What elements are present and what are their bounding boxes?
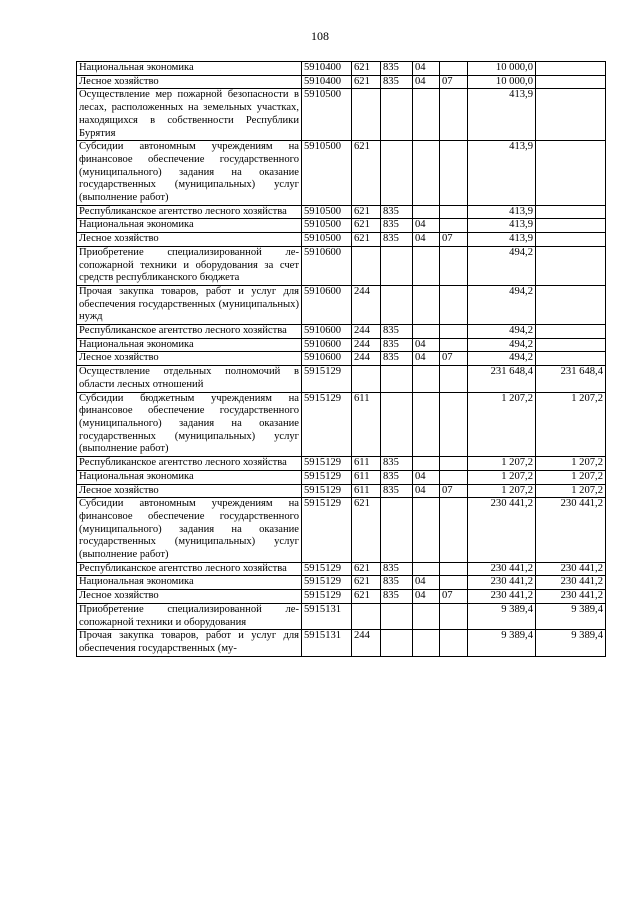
section-cell [413, 457, 440, 471]
expense-type-cell [352, 366, 381, 392]
section-cell: 04 [413, 62, 440, 76]
section-cell [413, 141, 440, 206]
section-cell [413, 603, 440, 629]
budget-manager-cell: 835 [381, 352, 413, 366]
amount-federal-cell: 230 441,2 [536, 498, 606, 563]
table-row [77, 366, 606, 392]
row-name-cell: Прочая закупка товаров, работ и услуг для обеспечения государственных (му- [77, 630, 302, 656]
table-row [77, 233, 606, 247]
subsection-cell [440, 285, 468, 324]
row-name-cell: Осуществление отдельных полномочий в области лесных отношений [77, 366, 302, 392]
table-row [77, 562, 606, 576]
table-row [77, 205, 606, 219]
budget-manager-cell: 835 [381, 562, 413, 576]
section-cell: 04 [413, 233, 440, 247]
amount-federal-cell [536, 62, 606, 76]
budget-manager-cell: 835 [381, 484, 413, 498]
amount-federal-cell [536, 246, 606, 285]
section-cell [413, 498, 440, 563]
amount-federal-cell: 230 441,2 [536, 590, 606, 604]
amount-total-cell: 1 207,2 [468, 470, 536, 484]
expense-type-cell: 621 [352, 576, 381, 590]
target-article-cell: 5910500 [302, 205, 352, 219]
target-article-cell: 5910500 [302, 141, 352, 206]
budget-manager-cell [381, 603, 413, 629]
target-article-cell: 5915129 [302, 498, 352, 563]
expense-type-cell: 621 [352, 498, 381, 563]
section-cell [413, 392, 440, 457]
section-cell [413, 562, 440, 576]
budget-manager-cell [381, 141, 413, 206]
amount-federal-cell: 1 207,2 [536, 470, 606, 484]
expense-type-cell: 611 [352, 470, 381, 484]
subsection-cell [440, 392, 468, 457]
expense-type-cell: 244 [352, 352, 381, 366]
table-row [77, 457, 606, 471]
target-article-cell: 5915129 [302, 576, 352, 590]
section-cell: 04 [413, 352, 440, 366]
amount-total-cell: 230 441,2 [468, 590, 536, 604]
budget-manager-cell: 835 [381, 219, 413, 233]
target-article-cell: 5915129 [302, 457, 352, 471]
budget-manager-cell [381, 89, 413, 141]
target-article-cell: 5910600 [302, 325, 352, 339]
amount-total-cell: 494,2 [468, 285, 536, 324]
subsection-cell [440, 470, 468, 484]
target-article-cell: 5910400 [302, 75, 352, 89]
subsection-cell [440, 576, 468, 590]
budget-manager-cell: 835 [381, 470, 413, 484]
subsection-cell [440, 603, 468, 629]
expense-type-cell [352, 246, 381, 285]
row-name-cell: Лесное хозяйство [77, 484, 302, 498]
table-row [77, 484, 606, 498]
amount-total-cell: 1 207,2 [468, 457, 536, 471]
row-name-cell: Прочая закупка товаров, работ и услуг для обеспечения государственных (муниципальных) нужд [77, 285, 302, 324]
expense-type-cell: 621 [352, 205, 381, 219]
amount-total-cell: 494,2 [468, 352, 536, 366]
table-row [77, 75, 606, 89]
target-article-cell: 5915131 [302, 603, 352, 629]
table-row [77, 498, 606, 563]
row-name-cell: Субсидии бюджетным учреждениям на финансовое обеспечение государственного (муниципального) задания на оказание государственных (муниципальных) услуг (выполнение работ) [77, 392, 302, 457]
amount-federal-cell [536, 285, 606, 324]
amount-total-cell: 231 648,4 [468, 366, 536, 392]
target-article-cell: 5910500 [302, 89, 352, 141]
amount-federal-cell: 230 441,2 [536, 576, 606, 590]
section-cell: 04 [413, 576, 440, 590]
budget-manager-cell: 835 [381, 205, 413, 219]
target-article-cell: 5910400 [302, 62, 352, 76]
subsection-cell [440, 205, 468, 219]
subsection-cell [440, 498, 468, 563]
section-cell: 04 [413, 484, 440, 498]
target-article-cell: 5915129 [302, 366, 352, 392]
budget-table [76, 61, 606, 657]
amount-total-cell: 494,2 [468, 246, 536, 285]
amount-total-cell: 413,9 [468, 233, 536, 247]
row-name-cell: Национальная экономика [77, 219, 302, 233]
table-row [77, 285, 606, 324]
table-row [77, 603, 606, 629]
subsection-cell [440, 630, 468, 656]
amount-total-cell: 230 441,2 [468, 562, 536, 576]
row-name-cell: Национальная экономика [77, 62, 302, 76]
section-cell: 04 [413, 219, 440, 233]
budget-manager-cell: 835 [381, 457, 413, 471]
amount-federal-cell: 9 389,4 [536, 603, 606, 629]
table-row [77, 89, 606, 141]
amount-total-cell: 1 207,2 [468, 392, 536, 457]
table-row [77, 352, 606, 366]
row-name-cell: Субсидии автономным учреждениям на финансовое обеспечение государственного (муниципального) задания на оказание государственных (муниципальных) услуг (выполнение работ) [77, 498, 302, 563]
table-row [77, 325, 606, 339]
table-row [77, 392, 606, 457]
budget-manager-cell [381, 392, 413, 457]
section-cell [413, 285, 440, 324]
amount-total-cell: 1 207,2 [468, 484, 536, 498]
expense-type-cell [352, 89, 381, 141]
section-cell: 04 [413, 590, 440, 604]
amount-total-cell: 413,9 [468, 205, 536, 219]
amount-total-cell: 413,9 [468, 89, 536, 141]
budget-manager-cell: 835 [381, 590, 413, 604]
subsection-cell: 07 [440, 233, 468, 247]
section-cell: 04 [413, 75, 440, 89]
section-cell [413, 205, 440, 219]
budget-manager-cell [381, 246, 413, 285]
subsection-cell: 07 [440, 484, 468, 498]
amount-federal-cell [536, 352, 606, 366]
page-number: 108 [311, 29, 329, 43]
subsection-cell [440, 338, 468, 352]
amount-total-cell: 413,9 [468, 141, 536, 206]
expense-type-cell: 244 [352, 338, 381, 352]
section-cell: 04 [413, 338, 440, 352]
budget-manager-cell [381, 285, 413, 324]
target-article-cell: 5910600 [302, 352, 352, 366]
amount-federal-cell [536, 75, 606, 89]
subsection-cell [440, 325, 468, 339]
amount-federal-cell [536, 219, 606, 233]
table-row [77, 590, 606, 604]
budget-manager-cell [381, 366, 413, 392]
amount-federal-cell [536, 233, 606, 247]
table-row [77, 219, 606, 233]
subsection-cell [440, 219, 468, 233]
expense-type-cell [352, 603, 381, 629]
amount-total-cell: 413,9 [468, 219, 536, 233]
amount-total-cell: 230 441,2 [468, 498, 536, 563]
budget-manager-cell: 835 [381, 338, 413, 352]
expense-type-cell: 621 [352, 562, 381, 576]
expense-type-cell: 621 [352, 62, 381, 76]
row-name-cell: Лесное хозяйство [77, 352, 302, 366]
amount-total-cell: 9 389,4 [468, 603, 536, 629]
expense-type-cell: 621 [352, 233, 381, 247]
amount-total-cell: 230 441,2 [468, 576, 536, 590]
row-name-cell: Субсидии автономным учреждениям на финансовое обеспечение государственного (муниципального) задания на оказание государственных (муниципальных) услуг (выполнение работ) [77, 141, 302, 206]
target-article-cell: 5915129 [302, 562, 352, 576]
subsection-cell: 07 [440, 352, 468, 366]
amount-total-cell: 10 000,0 [468, 75, 536, 89]
subsection-cell [440, 246, 468, 285]
table-row [77, 630, 606, 656]
amount-federal-cell: 1 207,2 [536, 457, 606, 471]
amount-federal-cell [536, 141, 606, 206]
row-name-cell: Осуществление мер пожарной безопасности в лесах, расположенных на земельных участках, находящихся в собственности Республики Бурятия [77, 89, 302, 141]
row-name-cell: Лесное хозяйство [77, 75, 302, 89]
target-article-cell: 5910500 [302, 219, 352, 233]
target-article-cell: 5910500 [302, 233, 352, 247]
amount-total-cell: 10 000,0 [468, 62, 536, 76]
subsection-cell: 07 [440, 590, 468, 604]
amount-federal-cell [536, 89, 606, 141]
amount-federal-cell: 230 441,2 [536, 562, 606, 576]
budget-manager-cell: 835 [381, 233, 413, 247]
amount-federal-cell [536, 325, 606, 339]
section-cell: 04 [413, 470, 440, 484]
table-row [77, 141, 606, 206]
target-article-cell: 5910600 [302, 285, 352, 324]
target-article-cell: 5915129 [302, 484, 352, 498]
budget-manager-cell: 835 [381, 576, 413, 590]
expense-type-cell: 244 [352, 630, 381, 656]
expense-type-cell: 621 [352, 590, 381, 604]
amount-federal-cell: 1 207,2 [536, 484, 606, 498]
section-cell [413, 630, 440, 656]
row-name-cell: Лесное хозяйство [77, 590, 302, 604]
expense-type-cell: 611 [352, 484, 381, 498]
amount-federal-cell: 9 389,4 [536, 630, 606, 656]
row-name-cell: Приобретение специализированной лесопожарной техники и оборудования [77, 603, 302, 629]
row-name-cell: Национальная экономика [77, 470, 302, 484]
table-row [77, 576, 606, 590]
expense-type-cell: 611 [352, 392, 381, 457]
amount-federal-cell [536, 338, 606, 352]
budget-manager-cell: 835 [381, 75, 413, 89]
row-name-cell: Национальная экономика [77, 338, 302, 352]
expense-type-cell: 611 [352, 457, 381, 471]
target-article-cell: 5915129 [302, 470, 352, 484]
expense-type-cell: 244 [352, 325, 381, 339]
subsection-cell [440, 62, 468, 76]
section-cell [413, 325, 440, 339]
table-row [77, 246, 606, 285]
subsection-cell [440, 89, 468, 141]
row-name-cell: Республиканское агентство лесного хозяйства [77, 325, 302, 339]
subsection-cell [440, 457, 468, 471]
amount-total-cell: 494,2 [468, 325, 536, 339]
budget-manager-cell [381, 498, 413, 563]
row-name-cell: Национальная экономика [77, 576, 302, 590]
target-article-cell: 5910600 [302, 338, 352, 352]
expense-type-cell: 621 [352, 75, 381, 89]
amount-total-cell: 494,2 [468, 338, 536, 352]
table-row [77, 62, 606, 76]
budget-manager-cell: 835 [381, 325, 413, 339]
section-cell [413, 366, 440, 392]
target-article-cell: 5915129 [302, 590, 352, 604]
table-row [77, 338, 606, 352]
row-name-cell: Республиканское агентство лесного хозяйства [77, 205, 302, 219]
table-body [77, 62, 606, 657]
row-name-cell: Республиканское агентство лесного хозяйства [77, 457, 302, 471]
target-article-cell: 5915129 [302, 392, 352, 457]
row-name-cell: Приобретение специализированной лесопожарной техники и оборудования за счет средств республиканского бюджета [77, 246, 302, 285]
amount-federal-cell: 1 207,2 [536, 392, 606, 457]
subsection-cell: 07 [440, 75, 468, 89]
section-cell [413, 89, 440, 141]
subsection-cell [440, 141, 468, 206]
row-name-cell: Лесное хозяйство [77, 233, 302, 247]
section-cell [413, 246, 440, 285]
subsection-cell [440, 366, 468, 392]
row-name-cell: Республиканское агентство лесного хозяйства [77, 562, 302, 576]
target-article-cell: 5915131 [302, 630, 352, 656]
target-article-cell: 5910600 [302, 246, 352, 285]
amount-total-cell: 9 389,4 [468, 630, 536, 656]
expense-type-cell: 244 [352, 285, 381, 324]
expense-type-cell: 621 [352, 219, 381, 233]
table-row [77, 470, 606, 484]
budget-manager-cell [381, 630, 413, 656]
expense-type-cell: 621 [352, 141, 381, 206]
amount-federal-cell: 231 648,4 [536, 366, 606, 392]
budget-manager-cell: 835 [381, 62, 413, 76]
amount-federal-cell [536, 205, 606, 219]
subsection-cell [440, 562, 468, 576]
